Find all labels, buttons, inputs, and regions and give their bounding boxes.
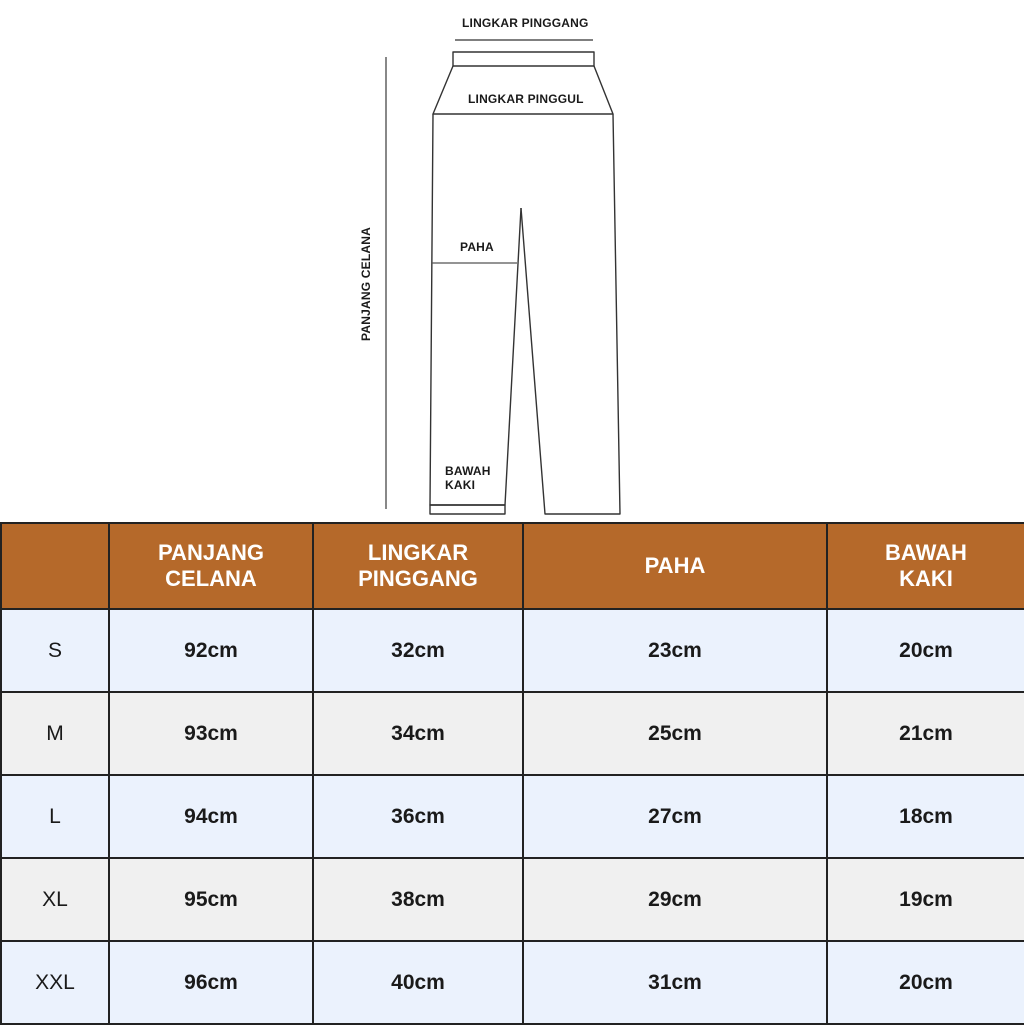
- panjang-cell: 95cm: [109, 858, 313, 941]
- table-row: [1, 858, 1024, 941]
- waist-label: LINGKAR PINGGANG: [462, 16, 589, 30]
- bawah-cell: 21cm: [827, 692, 1024, 775]
- size-cell: S: [1, 609, 109, 692]
- header-lingkar-pinggang: LINGKAR PINGGANG: [313, 523, 523, 609]
- paha-cell: 29cm: [523, 858, 827, 941]
- right-leg: [521, 114, 620, 514]
- left-leg: [430, 114, 521, 505]
- hem-label: [445, 464, 491, 492]
- table-row: [1, 941, 1024, 1024]
- size-cell: XXL: [1, 941, 109, 1024]
- pinggang-cell: 32cm: [313, 609, 523, 692]
- length-label: PANJANG CELANA: [359, 227, 373, 341]
- pinggang-cell: 40cm: [313, 941, 523, 1024]
- hem-label-line1: BAWAH: [445, 464, 491, 478]
- header-panjang-celana: PANJANG CELANA: [109, 523, 313, 609]
- size-cell: M: [1, 692, 109, 775]
- thigh-label: PAHA: [460, 240, 494, 254]
- table-header-row: [1, 523, 1024, 609]
- bawah-cell: 20cm: [827, 609, 1024, 692]
- bawah-cell: 19cm: [827, 858, 1024, 941]
- pinggang-cell: 36cm: [313, 775, 523, 858]
- panjang-cell: 93cm: [109, 692, 313, 775]
- pinggang-cell: 34cm: [313, 692, 523, 775]
- panjang-cell: 96cm: [109, 941, 313, 1024]
- header-size: [1, 523, 109, 609]
- bawah-cell: 18cm: [827, 775, 1024, 858]
- hem-label-line2: KAKI: [445, 478, 476, 492]
- paha-cell: 23cm: [523, 609, 827, 692]
- size-chart-table: [0, 522, 1024, 1025]
- hip-section: [433, 66, 613, 114]
- paha-cell: 27cm: [523, 775, 827, 858]
- size-cell: L: [1, 775, 109, 858]
- header-paha: PAHA: [523, 523, 827, 609]
- panjang-cell: 92cm: [109, 609, 313, 692]
- table-row: [1, 609, 1024, 692]
- header-bawah-kaki: BAWAH KAKI: [827, 523, 1024, 609]
- waistband: [453, 52, 594, 66]
- hip-label: LINGKAR PINGGUL: [468, 92, 584, 106]
- panjang-cell: 94cm: [109, 775, 313, 858]
- bawah-cell: 20cm: [827, 941, 1024, 1024]
- paha-cell: 31cm: [523, 941, 827, 1024]
- left-hem: [430, 505, 505, 514]
- pinggang-cell: 38cm: [313, 858, 523, 941]
- table-row: [1, 692, 1024, 775]
- table-row: [1, 775, 1024, 858]
- size-cell: XL: [1, 858, 109, 941]
- paha-cell: 25cm: [523, 692, 827, 775]
